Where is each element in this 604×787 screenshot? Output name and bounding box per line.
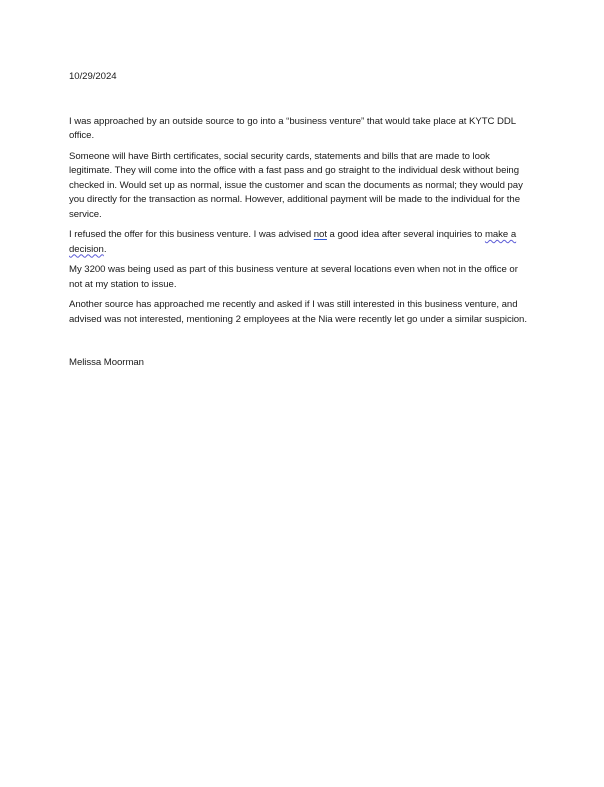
paragraph-second-approach: Another source has approached me recently and asked if I was still interested in this business venture, and advised was not interested, mentioning 2 employees at the Nia were recently let go under a similar suspicion. (69, 299, 527, 325)
refusal-text-start: I refused the offer for this business venture. I was advised (69, 229, 314, 240)
signature-name: Melissa Moorman (69, 357, 144, 368)
letter-body (69, 70, 531, 371)
refusal-text-middle: a good idea after several inquiries to (326, 229, 485, 240)
grammar-flag-make-a-decision: make a decision (69, 229, 517, 255)
refusal-text-end: . (103, 243, 107, 255)
paragraph-scheme-description: Someone will have Birth certificates, social security cards, statements and bills that are made to look legitimate. They will come into the office with a fast pass and go straight to the individual desk without being checked in. Would set up as normal, issue the customer and scan the documents as normal; they would pay you directly for the transaction as normal. However, additional payment will be made to the individual for the service. (69, 150, 523, 220)
letter-date: 10/29/2024 (69, 71, 117, 82)
underlined-word-not: not (313, 229, 327, 240)
paragraph-station-usage: My 3200 was being used as part of this business venture at several locations even when not in the office or not at my station to issue. (69, 264, 518, 290)
paragraph-refusal (69, 228, 531, 257)
paragraph-approach: I was approached by an outside source to go into a “business venture” that would take place at KYTC DDL office. (69, 115, 516, 141)
